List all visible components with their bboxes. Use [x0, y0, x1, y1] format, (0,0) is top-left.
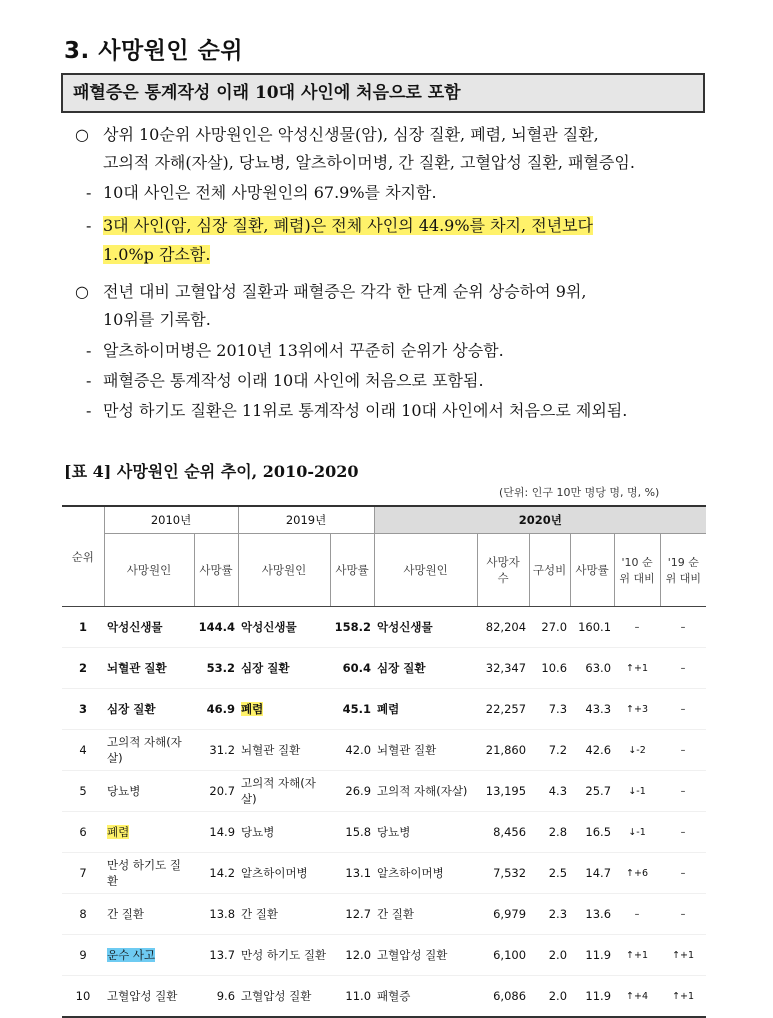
- table-row: [62, 894, 706, 935]
- deaths-cell: 6,086: [493, 989, 527, 1003]
- rate-2019-cell: 26.9: [345, 784, 372, 798]
- rate-2020-cell: 160.1: [578, 620, 612, 634]
- share-cell: 2.8: [548, 825, 568, 839]
- rank-cell: 1: [78, 620, 87, 634]
- rate-2010-cell: 53.2: [206, 661, 236, 675]
- deaths-cell: 21,860: [485, 743, 527, 757]
- vs-2010-cell: ↑+3: [626, 703, 649, 715]
- rate-2020-cell: 63.0: [585, 661, 612, 675]
- table-row: [62, 771, 706, 812]
- cause-2020-cell: 심장 질환: [377, 661, 426, 675]
- table-row: [62, 812, 706, 853]
- cause-2019-cell: 만성 하기도 질환: [241, 948, 327, 962]
- header-vs-2010: '10 순위 대비: [614, 534, 660, 607]
- cause-2010-cell: 만성 하기도 질환: [107, 858, 181, 888]
- rate-2010-cell: 13.7: [209, 948, 236, 962]
- rank-cell: 6: [79, 825, 87, 839]
- rate-2019-cell: 13.1: [345, 866, 372, 880]
- highlighted-line: 1.0%p 감소함.: [103, 245, 211, 264]
- cause-2019-cell: 당뇨병: [241, 825, 275, 839]
- header-rate: 사망률: [570, 534, 614, 607]
- bullet-line: 패혈증은 통계작성 이래 10대 사인에 처음으로 포함됨.: [103, 371, 484, 390]
- share-cell: 2.0: [548, 989, 568, 1003]
- boxed-heading: 패혈증은 통계작성 이래 10대 사인에 처음으로 포함: [61, 73, 705, 113]
- rank-cell: 2: [78, 661, 87, 675]
- rate-2010-cell: 9.6: [216, 989, 236, 1003]
- vs-2019-cell: –: [680, 621, 686, 633]
- rate-2010-cell: 31.2: [209, 743, 236, 757]
- deaths-cell: 22,257: [485, 702, 527, 716]
- table-unit: (단위: 인구 10만 명당 명, 명, %): [499, 486, 660, 499]
- bullet-line: 상위 10순위 사망원인은 악성신생물(암), 심장 질환, 폐렴, 뇌혈관 질환,: [103, 125, 599, 144]
- section-title: 3. 사망원인 순위: [64, 38, 244, 64]
- vs-2019-cell: ↑+1: [672, 949, 695, 961]
- header-cause: 사망원인: [104, 534, 194, 607]
- rate-2019-cell: 60.4: [342, 661, 372, 675]
- cause-2019-cell: 알츠하이머병: [241, 866, 308, 880]
- rate-2020-cell: 16.5: [585, 825, 612, 839]
- cause-2010-cell: 운수 사고: [107, 948, 156, 962]
- deaths-cell: 13,195: [485, 784, 527, 798]
- cause-2019-cell: 간 질환: [241, 907, 278, 921]
- rate-2010-cell: 14.2: [209, 866, 236, 880]
- rate-2019-cell: 45.1: [342, 702, 372, 716]
- cause-2019-cell: 심장 질환: [241, 661, 290, 675]
- share-cell: 2.3: [548, 907, 568, 921]
- cause-2010-cell: 고의적 자해(자살): [107, 735, 182, 765]
- cause-2019-cell: 악성신생물: [241, 620, 297, 634]
- rate-2019-cell: 11.0: [345, 989, 372, 1003]
- rate-2020-cell: 11.9: [585, 948, 612, 962]
- cause-2010-cell: 고혈압성 질환: [107, 989, 178, 1003]
- cause-2019-cell: 고혈압성 질환: [241, 989, 312, 1003]
- deaths-cell: 82,204: [485, 620, 527, 634]
- cause-2020-cell: 알츠하이머병: [377, 866, 444, 880]
- vs-2019-cell: –: [680, 867, 686, 879]
- cause-2010-cell: 간 질환: [107, 907, 144, 921]
- dash-marker: -: [86, 341, 92, 360]
- vs-2010-cell: ↓-1: [628, 785, 646, 797]
- share-cell: 27.0: [541, 620, 568, 634]
- header-deaths: 사망자 수: [477, 534, 529, 607]
- deaths-cell: 6,979: [493, 907, 527, 921]
- vs-2010-cell: –: [634, 908, 640, 920]
- vs-2010-cell: ↓-1: [628, 826, 646, 838]
- cause-2010-cell: 당뇨병: [107, 784, 141, 798]
- header-2010: 2010년: [104, 506, 238, 534]
- header-cause: 사망원인: [238, 534, 330, 607]
- dash-marker: -: [86, 401, 92, 420]
- cause-2010-cell: 악성신생물: [107, 620, 163, 634]
- table-row: [62, 730, 706, 771]
- rank-cell: 4: [79, 743, 87, 757]
- rate-2020-cell: 14.7: [585, 866, 612, 880]
- rate-2010-cell: 20.7: [209, 784, 236, 798]
- header-2019: 2019년: [238, 506, 374, 534]
- cause-2010-cell: 뇌혈관 질환: [107, 661, 167, 675]
- share-cell: 4.3: [548, 784, 568, 798]
- deaths-cell: 7,532: [493, 866, 527, 880]
- highlighted-line: 3대 사인(암, 심장 질환, 폐렴)은 전체 사인의 44.9%를 차지, 전년보다: [103, 216, 594, 235]
- rate-2020-cell: 42.6: [585, 743, 612, 757]
- deaths-cell: 8,456: [493, 825, 527, 839]
- rank-cell: 9: [79, 948, 87, 962]
- vs-2010-cell: –: [634, 621, 640, 633]
- rank-cell: 10: [75, 989, 91, 1003]
- deaths-cell: 6,100: [493, 948, 527, 962]
- rank-cell: 8: [79, 907, 87, 921]
- cause-of-death-table: [62, 505, 706, 1018]
- vs-2019-cell: ↑+1: [672, 990, 695, 1002]
- rate-2020-cell: 11.9: [585, 989, 612, 1003]
- rate-2019-cell: 42.0: [345, 743, 372, 757]
- share-cell: 2.0: [548, 948, 568, 962]
- cause-2019-cell: 고의적 자해(자살): [241, 776, 316, 806]
- rate-2010-cell: 144.4: [198, 620, 236, 634]
- rate-2020-cell: 43.3: [585, 702, 612, 716]
- cause-2020-cell: 악성신생물: [377, 620, 433, 634]
- bullet-line: 만성 하기도 질환은 11위로 통계작성 이래 10대 사인에서 처음으로 제외됨.: [103, 401, 628, 420]
- bullet-marker: ○: [75, 282, 89, 301]
- vs-2019-cell: –: [680, 785, 686, 797]
- cause-2020-cell: 고의적 자해(자살): [377, 784, 468, 798]
- share-cell: 2.5: [548, 866, 568, 880]
- table-row: [62, 607, 706, 648]
- cause-2020-cell: 고혈압성 질환: [377, 948, 448, 962]
- header-rank: 순위: [62, 506, 104, 607]
- vs-2010-cell: ↑+1: [626, 662, 649, 674]
- bullet-line: 전년 대비 고혈압성 질환과 패혈증은 각각 한 단계 순위 상승하여 9위,: [103, 282, 587, 301]
- vs-2010-cell: ↑+1: [626, 949, 649, 961]
- rate-2019-cell: 158.2: [334, 620, 372, 634]
- dash-marker: -: [86, 183, 92, 202]
- header-2020: 2020년: [374, 506, 706, 534]
- cause-2019-cell: 폐렴: [241, 702, 264, 716]
- dash-marker: -: [86, 216, 92, 235]
- header-rate: 사망률: [330, 534, 374, 607]
- table-row: [62, 853, 706, 894]
- vs-2019-cell: –: [680, 826, 686, 838]
- bullet-marker: ○: [75, 125, 89, 144]
- header-share: 구성비: [529, 534, 570, 607]
- bullet-line: 10대 사인은 전체 사망원인의 67.9%를 차지함.: [103, 183, 437, 202]
- cause-2020-cell: 당뇨병: [377, 825, 411, 839]
- bullet-line: 10위를 기록함.: [103, 310, 211, 329]
- share-cell: 7.2: [548, 743, 568, 757]
- rate-2020-cell: 25.7: [585, 784, 612, 798]
- header-cause: 사망원인: [374, 534, 477, 607]
- vs-2019-cell: –: [680, 908, 686, 920]
- rate-2020-cell: 13.6: [585, 907, 612, 921]
- rate-2010-cell: 46.9: [206, 702, 236, 716]
- rate-2010-cell: 14.9: [209, 825, 236, 839]
- table-caption: [표 4] 사망원인 순위 추이, 2010-2020: [64, 462, 359, 481]
- rate-2019-cell: 12.7: [345, 907, 372, 921]
- cause-2010-cell: 폐렴: [107, 825, 130, 839]
- header-rate: 사망률: [194, 534, 238, 607]
- cause-2010-cell: 심장 질환: [107, 702, 156, 716]
- vs-2010-cell: ↑+6: [626, 867, 649, 879]
- header-vs-2019: '19 순위 대비: [660, 534, 706, 607]
- table-row: [62, 648, 706, 689]
- rank-cell: 5: [79, 784, 87, 798]
- dash-marker: -: [86, 371, 92, 390]
- rate-2019-cell: 12.0: [345, 948, 372, 962]
- cause-2020-cell: 뇌혈관 질환: [377, 743, 437, 757]
- vs-2019-cell: –: [680, 703, 686, 715]
- table-row: [62, 976, 706, 1018]
- table-row: [62, 689, 706, 730]
- rate-2010-cell: 13.8: [209, 907, 236, 921]
- vs-2010-cell: ↑+4: [626, 990, 649, 1002]
- cause-2020-cell: 폐렴: [377, 702, 400, 716]
- vs-2019-cell: –: [680, 662, 686, 674]
- vs-2010-cell: ↓-2: [628, 744, 646, 756]
- table-row: [62, 935, 706, 976]
- rank-cell: 7: [79, 866, 87, 880]
- cause-2019-cell: 뇌혈관 질환: [241, 743, 301, 757]
- rank-cell: 3: [78, 702, 87, 716]
- vs-2019-cell: –: [680, 744, 686, 756]
- deaths-cell: 32,347: [485, 661, 527, 675]
- cause-2020-cell: 패혈증: [377, 989, 411, 1003]
- cause-2020-cell: 간 질환: [377, 907, 415, 921]
- bullet-line: 알츠하이머병은 2010년 13위에서 꾸준히 순위가 상승함.: [103, 341, 504, 360]
- share-cell: 7.3: [548, 702, 568, 716]
- rate-2019-cell: 15.8: [345, 825, 372, 839]
- bullet-line: 고의적 자해(자살), 당뇨병, 알츠하이머병, 간 질환, 고혈압성 질환, 패혈증임.: [103, 153, 635, 172]
- share-cell: 10.6: [541, 661, 568, 675]
